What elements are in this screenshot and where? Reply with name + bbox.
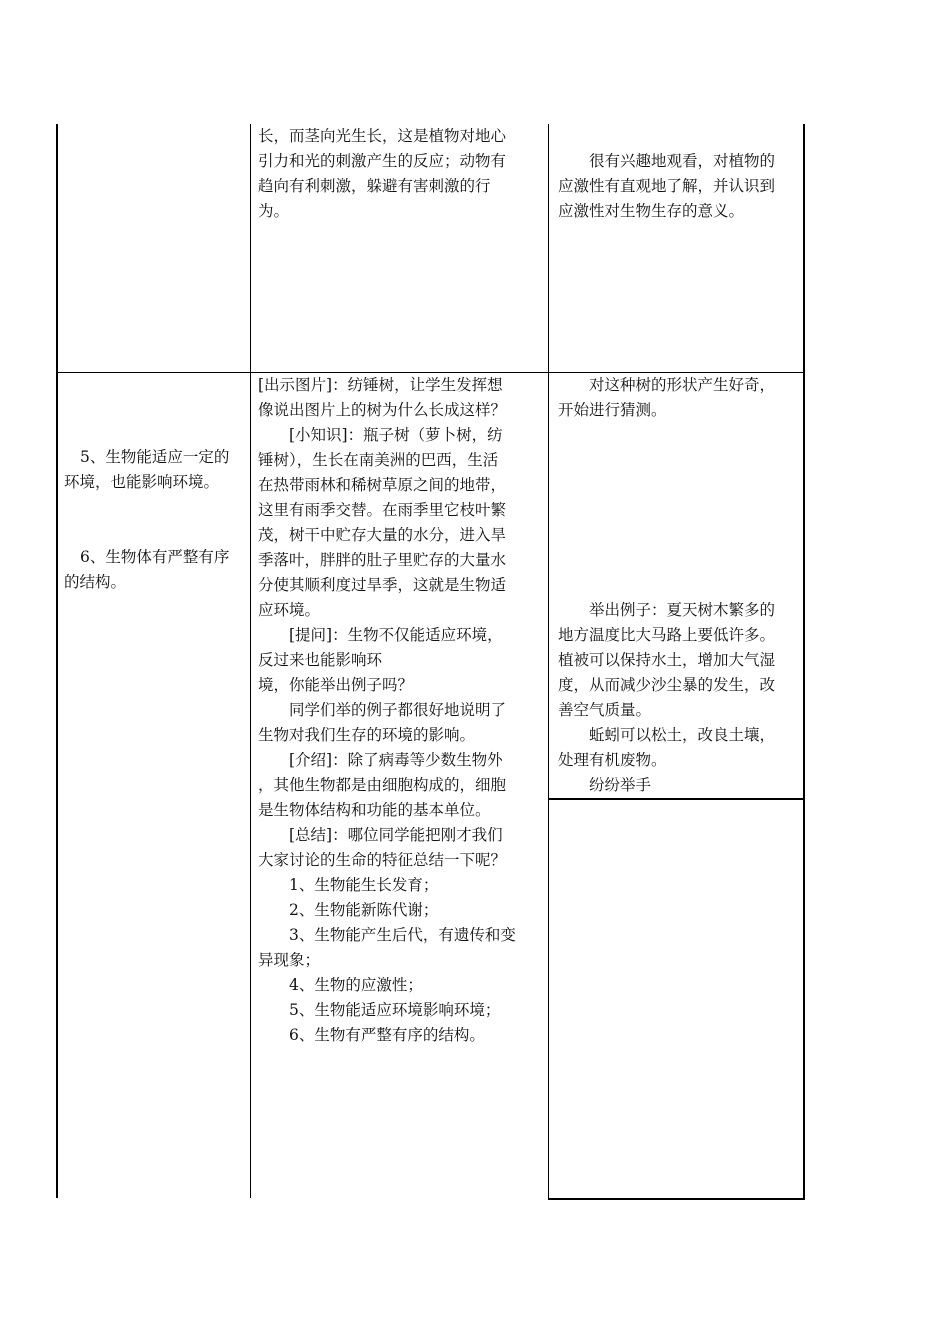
text-line: 趋向有利刺激，躲避有害刺激的行	[258, 177, 491, 195]
text-line: [介绍]：除了病毒等少数生物外	[289, 751, 503, 769]
text-line: [提问]：生物不仅能适应环境，	[289, 626, 503, 644]
objective-5-cont: 环境，也能影响环境。	[64, 473, 220, 491]
row2-student-cell-top	[558, 373, 798, 423]
summary-item: 6、生物有严整有序的结构。	[289, 1026, 485, 1044]
text-line: 引力和光的刺激产生的反应；动物有	[258, 152, 507, 170]
text-line: 这里有雨季交替。在雨季里它枝叶繁	[258, 501, 507, 519]
text-line: 季落叶，胖胖的肚子里贮存的大量水	[258, 551, 507, 569]
summary-item-cont: 异现象；	[258, 951, 321, 969]
row2-teacher-cell	[258, 373, 542, 1048]
text-line: 纷纷举手	[589, 776, 652, 794]
text-line: 应激性有直观地了解，并认识到	[558, 177, 776, 195]
row1-student-cell	[558, 149, 798, 224]
text-line: 善空气质量。	[558, 701, 652, 719]
objectives-cell	[64, 445, 246, 595]
text-line: 长，而茎向光生长，这是植物对地心	[258, 127, 507, 145]
text-line: 茂，树干中贮存大量的水分，进入旱	[258, 526, 507, 544]
text-line: [总结]：哪位同学能把刚才我们	[289, 826, 503, 844]
text-line: 处理有机废物。	[558, 751, 667, 769]
objective-6-cont: 的结构。	[64, 573, 127, 591]
objective-5: 5、生物能适应一定的	[80, 448, 230, 466]
summary-item: 2、生物能新陈代谢；	[289, 901, 439, 919]
column-divider-1	[250, 124, 251, 1198]
text-line: 地方温度比大马路上要低许多。	[558, 626, 776, 644]
row2-student-cell-examples	[558, 598, 798, 798]
text-line: 是生物体结构和功能的基本单位。	[258, 801, 491, 819]
student-cell-bottom	[548, 1198, 805, 1200]
summary-item: 3、生物能产生后代，有遗传和变	[289, 926, 516, 944]
column-divider-2	[548, 124, 549, 1200]
text-line: 分使其顺利度过旱季，这就是生物适	[258, 576, 507, 594]
text-line: 大家讨论的生命的特征总结一下呢？	[258, 851, 507, 869]
table-right-border	[803, 124, 805, 1200]
text-line: ，其他生物都是由细胞构成的，细胞	[258, 776, 507, 794]
text-line: 同学们举的例子都很好地说明了	[289, 701, 507, 719]
row1-teacher-cell	[258, 124, 542, 224]
text-line: 生物对我们生存的环境的影响。	[258, 726, 476, 744]
text-line: 开始进行猜测。	[558, 401, 667, 419]
text-line: 像说出图片上的树为什么长成这样？	[258, 401, 507, 419]
text-line: 应环境。	[258, 601, 321, 619]
text-line: 应激性对生物生存的意义。	[558, 202, 745, 220]
student-cell-divider	[548, 798, 805, 800]
text-line: 植被可以保持水土，增加大气湿	[558, 651, 776, 669]
text-line: 为。	[258, 202, 290, 220]
text-line: 蚯蚓可以松土，改良土壤，	[589, 726, 776, 744]
text-line: [出示图片]：纺锤树，让学生发挥想	[258, 376, 503, 394]
text-line: 锤树），生长在南美洲的巴西，生活	[258, 451, 499, 469]
objective-6: 6、生物体有严整有序	[80, 548, 230, 566]
table-left-border	[56, 124, 58, 1198]
text-line: 反过来也能影响环	[258, 651, 383, 669]
text-line: 很有兴趣地观看，对植物的	[589, 152, 776, 170]
summary-item: 4、生物的应激性；	[289, 976, 423, 994]
text-line: 度，从而减少沙尘暴的发生，改	[558, 676, 776, 694]
summary-item: 1、生物能生长发育；	[289, 876, 439, 894]
text-line: 境，你能举出例子吗？	[258, 676, 414, 694]
text-line: [小知识]：瓶子树（萝卜树，纺	[289, 426, 503, 444]
text-line: 在热带雨林和稀树草原之间的地带，	[258, 476, 507, 494]
text-line: 对这种树的形状产生好奇，	[589, 376, 776, 394]
text-line: 举出例子：夏天树木繁多的	[589, 601, 776, 619]
summary-item: 5、生物能适应环境影响环境；	[289, 1001, 501, 1019]
